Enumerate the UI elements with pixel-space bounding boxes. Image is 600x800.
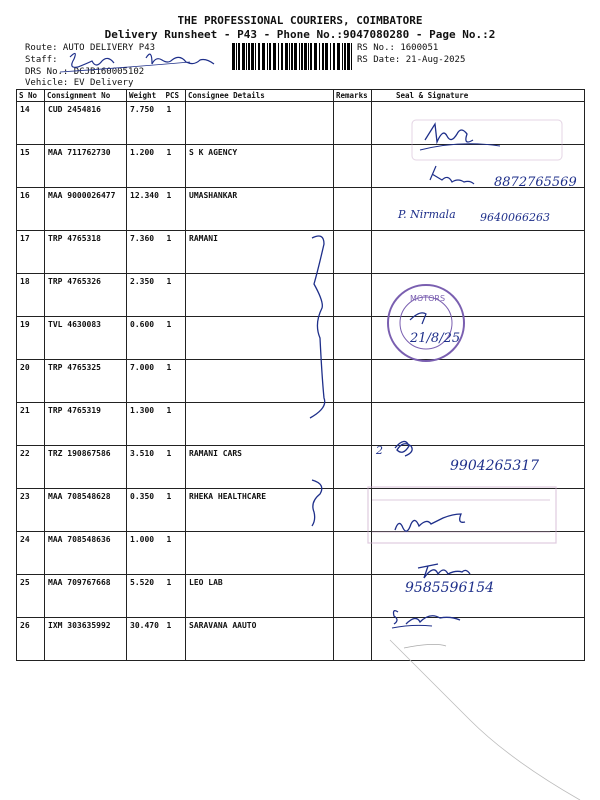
table-row bbox=[17, 446, 585, 489]
row-seal-signature bbox=[372, 403, 585, 446]
row-sno: 24 bbox=[17, 532, 45, 575]
table-row bbox=[17, 317, 585, 360]
col-header-seal: Seal & Signature bbox=[372, 90, 585, 102]
row-pcs: 1 bbox=[164, 446, 186, 489]
row-remarks bbox=[334, 231, 372, 274]
date-stamp-handwritten: 21/8/25 bbox=[410, 331, 461, 346]
vehicle-label: Vehicle: EV Delivery bbox=[25, 78, 134, 88]
row-remarks bbox=[334, 360, 372, 403]
phone-row-16: 9640066263 bbox=[480, 211, 550, 224]
row-pcs: 1 bbox=[164, 489, 186, 532]
barcode-image bbox=[232, 43, 353, 70]
table-row bbox=[17, 618, 585, 661]
row-consignment-no: MAA 9000026477 bbox=[45, 188, 127, 231]
row-consignee: SARAVANA AAUTO bbox=[186, 618, 334, 661]
table-row bbox=[17, 231, 585, 274]
row-remarks bbox=[334, 403, 372, 446]
row-pcs: 1 bbox=[164, 274, 186, 317]
row-sno: 25 bbox=[17, 575, 45, 618]
row-weight: 1.200 bbox=[127, 145, 164, 188]
row-consignee: RAMANI bbox=[186, 231, 334, 274]
row-consignee bbox=[186, 274, 334, 317]
table-row bbox=[17, 274, 585, 317]
row-consignment-no: TRP 4765319 bbox=[45, 403, 127, 446]
row-weight: 30.470 bbox=[127, 618, 164, 661]
row-sno: 21 bbox=[17, 403, 45, 446]
runsheet-subtitle: Delivery Runsheet - P43 - Phone No.:9047080280 - Page No.:2 bbox=[104, 28, 496, 41]
row-seal-signature bbox=[372, 618, 585, 661]
row-pcs: 1 bbox=[164, 102, 186, 145]
row-weight: 0.600 bbox=[127, 317, 164, 360]
table-header-row bbox=[17, 90, 585, 102]
rs-date: RS Date: 21-Aug-2025 bbox=[357, 55, 466, 65]
row-consignment-no: TRZ 190867586 bbox=[45, 446, 127, 489]
table-row bbox=[17, 403, 585, 446]
col-header-remarks: Remarks bbox=[334, 90, 372, 102]
row-consignee: LEO LAB bbox=[186, 575, 334, 618]
row-remarks bbox=[334, 317, 372, 360]
row-pcs: 1 bbox=[164, 575, 186, 618]
row-seal-signature bbox=[372, 317, 585, 360]
row-remarks bbox=[334, 618, 372, 661]
row-pcs: 1 bbox=[164, 317, 186, 360]
row-remarks bbox=[334, 489, 372, 532]
row-consignment-no: MAA 708548636 bbox=[45, 532, 127, 575]
row-consignment-no: TRP 4765326 bbox=[45, 274, 127, 317]
pencil-mark bbox=[390, 640, 580, 800]
row-seal-signature bbox=[372, 231, 585, 274]
row-weight: 12.340 bbox=[127, 188, 164, 231]
row-weight: 5.520 bbox=[127, 575, 164, 618]
row-pcs: 1 bbox=[164, 360, 186, 403]
table-row bbox=[17, 575, 585, 618]
row-seal-signature bbox=[372, 360, 585, 403]
row-sno: 14 bbox=[17, 102, 45, 145]
svg-text:2: 2 bbox=[376, 444, 383, 457]
row-weight: 7.000 bbox=[127, 360, 164, 403]
row-pcs: 1 bbox=[164, 618, 186, 661]
row-weight: 1.000 bbox=[127, 532, 164, 575]
row-remarks bbox=[334, 102, 372, 145]
row-consignment-no: TRP 4765318 bbox=[45, 231, 127, 274]
row-consignee: RHEKA HEALTHCARE bbox=[186, 489, 334, 532]
name-row-16: P. Nirmala bbox=[398, 208, 456, 221]
phone-row-22: 9904265317 bbox=[450, 458, 540, 474]
row-pcs: 1 bbox=[164, 188, 186, 231]
row-pcs: 1 bbox=[164, 145, 186, 188]
row-consignee: UMASHANKAR bbox=[186, 188, 334, 231]
row-sno: 17 bbox=[17, 231, 45, 274]
row-weight: 1.300 bbox=[127, 403, 164, 446]
row-remarks bbox=[334, 145, 372, 188]
row-consignee: S K AGENCY bbox=[186, 145, 334, 188]
row-seal-signature bbox=[372, 188, 585, 231]
drs-number: DRS No.: DCJB160005102 bbox=[25, 67, 145, 77]
phone-row-25: 9585596154 bbox=[405, 580, 495, 596]
row-weight: 3.510 bbox=[127, 446, 164, 489]
row-consignment-no: TRP 4765325 bbox=[45, 360, 127, 403]
table-row bbox=[17, 489, 585, 532]
row-seal-signature bbox=[372, 575, 585, 618]
row-remarks bbox=[334, 274, 372, 317]
row-remarks bbox=[334, 532, 372, 575]
col-header-weight: Weight bbox=[127, 90, 164, 102]
row-consignee bbox=[186, 102, 334, 145]
row-consignee bbox=[186, 360, 334, 403]
row-consignment-no: MAA 709767668 bbox=[45, 575, 127, 618]
row-consignee bbox=[186, 532, 334, 575]
row-weight: 0.350 bbox=[127, 489, 164, 532]
staff-label: Staff: bbox=[25, 55, 58, 65]
table-row bbox=[17, 532, 585, 575]
row-sno: 16 bbox=[17, 188, 45, 231]
row-seal-signature bbox=[372, 274, 585, 317]
row-pcs: 1 bbox=[164, 532, 186, 575]
row-consignment-no: MAA 711762730 bbox=[45, 145, 127, 188]
table-row bbox=[17, 102, 585, 145]
row-remarks bbox=[334, 188, 372, 231]
row-consignee bbox=[186, 403, 334, 446]
row-weight: 7.750 bbox=[127, 102, 164, 145]
row-seal-signature bbox=[372, 446, 585, 489]
row-consignment-no: IXM 303635992 bbox=[45, 618, 127, 661]
row-sno: 26 bbox=[17, 618, 45, 661]
row-consignment-no: CUD 2454816 bbox=[45, 102, 127, 145]
table-row bbox=[17, 145, 585, 188]
table-row bbox=[17, 360, 585, 403]
row-seal-signature bbox=[372, 145, 585, 188]
row-consignment-no: TVL 4630083 bbox=[45, 317, 127, 360]
col-header-consignment: Consignment No bbox=[45, 90, 127, 102]
row-sno: 18 bbox=[17, 274, 45, 317]
table-row bbox=[17, 188, 585, 231]
runsheet-table bbox=[16, 89, 585, 661]
row-consignee: RAMANI CARS bbox=[186, 446, 334, 489]
company-title: THE PROFESSIONAL COURIERS, COIMBATORE bbox=[177, 14, 423, 27]
row-consignment-no: MAA 708548628 bbox=[45, 489, 127, 532]
row-remarks bbox=[334, 446, 372, 489]
row-sno: 15 bbox=[17, 145, 45, 188]
stamp-text: MOTORS bbox=[410, 294, 446, 303]
row-sno: 20 bbox=[17, 360, 45, 403]
col-header-consignee: Consignee Details bbox=[186, 90, 334, 102]
col-header-sno: S No bbox=[17, 90, 45, 102]
row-seal-signature bbox=[372, 532, 585, 575]
row-weight: 7.360 bbox=[127, 231, 164, 274]
phone-row-15: 8872765569 bbox=[494, 175, 577, 190]
row-sno: 19 bbox=[17, 317, 45, 360]
route-label: Route: AUTO DELIVERY P43 bbox=[25, 43, 156, 53]
row-seal-signature bbox=[372, 489, 585, 532]
row-consignee bbox=[186, 317, 334, 360]
row-weight: 2.350 bbox=[127, 274, 164, 317]
row-pcs: 1 bbox=[164, 231, 186, 274]
rs-number: RS No.: 1600051 bbox=[357, 43, 439, 53]
row-remarks bbox=[334, 575, 372, 618]
row-pcs: 1 bbox=[164, 403, 186, 446]
row-sno: 23 bbox=[17, 489, 45, 532]
col-header-pcs: PCS bbox=[164, 90, 186, 102]
row-seal-signature bbox=[372, 102, 585, 145]
row-sno: 22 bbox=[17, 446, 45, 489]
